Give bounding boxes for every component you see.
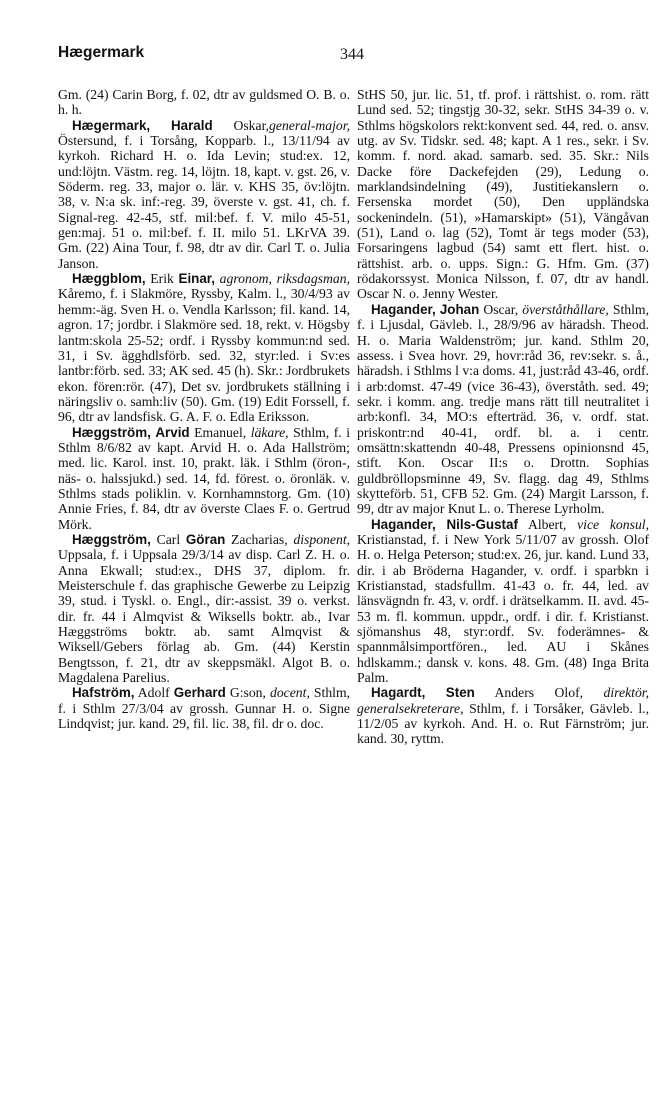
entry-given-rest: Emanuel, [194, 424, 247, 440]
entry-title: disponent, [293, 531, 351, 547]
entry-text: Östersund, f. i Torsång, Kopparb. l., 13/11/94 av kyrkoh. Richard H. o. Ida Levin; stud:ex. 12, und:löjtn. Västm. reg. 14, löjtn. 18, kapt. v. gst. 26, v. Söderm. reg. 33, major o. lär. v. KHS 35, öv:löjtn. 38, v. N:a sk. inf:-reg. 39, överste v. gst. 41, ch. f. Signal-reg. 42-45, stf. mil:bef. f. V. milo 45-51, gen:maj. 51 o. mil:bef. f. II. milo 51. LKrVA 39. Gm. (22) Aina Tour, f. 98, dtr av dir. Carl T. o. Julia Janson. [58, 133, 350, 271]
entry-text: Sthlm, f. i Sthlm 8/6/82 av kapt. Arvid H. o. Ada Hallström; med. lic. Karol. inst. 10, prakt. läk. i Sthlm (öron-, näs- o. halssjukd.) sed. 14, fd. förest. o. öronläk. v. Sthlms stads poliklin. v. Kornhamnstorg. Gm. (10) Annie Fries, f. 84, dtr av överste Claes F. o. Gertrud Mörk. [58, 424, 350, 532]
entry-title: docent, [269, 685, 310, 701]
entry-given-rest: Oscar, [483, 301, 519, 317]
entry-surname: Hæggström, [72, 531, 151, 547]
entry-text: Sthlm, f. i Sthlm 27/3/04 av grossh. Gunnar H. o. Signe Lindqvist; jur. kand. 29, fil. lic. 38, fil. dr o. doc. [58, 685, 351, 732]
entry-given-name: Göran [185, 531, 226, 547]
entry-given-name: Arvid [155, 424, 190, 440]
entry-text: Uppsala, f. i Uppsala 29/3/14 av disp. Carl Z. H. o. Anna Ekwall; stud:ex., DHS 37, diplom. fr. Meisterschule f. das graphische Gewerbe zu Leipzig 39, stud. i Tyskl. o. Engl., dir:-assist. 39 o. verkst. dir. fr. 44 i Almqvist & Wiksells boktr. ab., Ivar Hæggströms boktr. ab. samt Almqvist & Wiksell/Gebers förlag ab. Gm. (44) Kerstin Bengtsson, f. 21, dtr av skeppsmäkl. Algot B. o. Magdalena Parelius. [58, 547, 350, 686]
entry-given-name: Einar, [178, 271, 215, 287]
entry-haeggstrom-arvid [58, 425, 350, 532]
entry-surname: Hægermark, [72, 117, 151, 133]
entry-title: vice konsul, [577, 516, 650, 532]
entry-continuation [357, 87, 649, 302]
entry-text: Sthlm, f. i Torsåker, Gävleb. l., 11/2/05 av kyrkoh. And. H. o. Rut Färnström; jur. kand. 30, ryttm. [357, 700, 649, 747]
entry-text: StHS 50, jur. lic. 51, tf. prof. i rättshist. o. rom. rätt Lund sed. 52; tingstjg 30-32, sekr. StHS 34-39 o. v. Sthlms högskolors rekt:konvent sed. 44, red. o. ansv. utg. av Sv. Tidskr. sed. 48; kapt. A 1 res., sekr. i Sv. komm. f. nord. akad. samarb. sed. 35. Skr.: Nils Dacke före Dackefejden (29), Ledung o. marklandsindelning (49), Justitiekanslern o. Fersenska mordet (50), Den uppländska sockenindeln. (51), »Hamarskipt» (51), Vängåvan (51), Land o. lag (52), Tomt är tegs moder (53), Forsaringens lagbud (54) samt ett flert. hist. o. rättshist. arb. o. upps. Sign.: G. Hfm. Gm. (37) rödakorssyst. Monica Nilsson, f. 07, dtr av handl. Oscar N. o. Jenny Wester. [357, 87, 649, 302]
entry-surname: Hæggblom, [72, 271, 146, 287]
entry-given-name: Sten [445, 685, 475, 701]
entry-haegermark-harald [58, 118, 350, 271]
entry-title: direktör, generalsekreterare, [357, 685, 650, 716]
entry-given-name: Harald [170, 117, 213, 133]
entry-haeggblom-einar [58, 271, 350, 424]
entry-given-name: Gerhard [173, 685, 226, 701]
entry-surname: Hagardt, [371, 685, 426, 701]
entry-text: Kristianstad, f. i New York 5/11/07 av grossh. Olof H. o. Helga Peterson; stud:ex. 26, jur. kand. Lund 33, dir. i ab Bröderna Hagander, v. ordf. i sparbkn i Kristianstad, stadsfullm. 41-43 o. fr. 44, led. av länsvägndn fr. 43, v. ordf. i drätselkamm. II. avd. 45-53 m. fl. kommun. uppdr., ordf. i dir. f. Kristianst. sjömanshus 48, styr:ordf. Sv. foderämnes- & spannmålsimportfören., led. AU i Skånes hdlskamm.; dansk v. kons. 48. Gm. (48) Inga Brita Palm. [357, 531, 649, 686]
entry-text: Kåremo, f. i Slakmöre, Ryssby, Kalm. l., 30/4/93 av hemm:-äg. Sven H. o. Vendla Karlsson; fil. kand. 14, agron. 17; jordbr. i Slakmöre sed. 18, rekt. v. Högsby lantm:skola 25-52; ordf. i Ryssby kommun:nd sed. 31, i Sv. ägghdlsförb. sed. 32, styr:led. i Sv:es lantbr:förb. sed. 33; AK sed. 45 (h). Skr.: Jordbrukets ekon. fören:rör. (47), Det sv. jordbrukets ställning i näringsliv o. samh:liv (50). Gm. (19) Edit Forssell, f. 96, dtr av landsfisk. G. A. F. o. Edla Eriksson. [58, 286, 350, 425]
entry-title: agronom, riksdagsman, [219, 271, 351, 287]
entry-haeggstrom-goran [58, 532, 350, 685]
entry-given-pre: Carl [156, 531, 181, 547]
entry-given-name: Johan [439, 301, 480, 317]
entry-given-rest: Oskar, [233, 117, 270, 133]
running-head [58, 44, 632, 70]
entry-text: Gm. (24) Carin Borg, f. 02, dtr av guldsmed O. B. o. h. h. [58, 87, 350, 118]
entry-surname: Hæggström, [72, 424, 151, 440]
entry-hagander-johan [357, 302, 649, 517]
entry-given-rest: Anders Olof, [494, 685, 584, 701]
entry-given-pre: Erik [150, 271, 174, 287]
entry-continuation [58, 87, 350, 118]
entry-text: Sthlm, f. i Ljusdal, Gävleb. l., 28/9/96 av häradsh. Theod. H. o. Maria Waldenström; jur. kand. Sthlm 20, assess. i Svea hovr. 29, hovr:råd 36, rev:sekr. s. å., häradsh. i Sthlms l v:a doms. 41, just:råd 43-46, ordf. i arb:domst. 47-49 (vice 36-43), överståth. sed. 49; sekr. i komm. ang. tredje mans rätt till neutralitet i arb:konfl. 34, MO:s efterträd. 36, v. ordf. stat. priskontr:nd 40-41, ordf. bl. a. i centr. omsättn:skattendn 40-48, Pressens opinionsnd 45, stift. Kon. Oscar II:s o. Drottn. Sophias guldbröllopsminne 49, Sv. flagg. dag 49, Sthlms skytteförb. 51, CFB 52. Gm. (24) Margit Larsson, f. 99, dtr av major Knut L. o. Therese Lyrholm. [357, 301, 649, 517]
right-column [357, 87, 649, 747]
entry-surname: Hafström, [72, 685, 135, 701]
entry-given-rest: Zacharias, [231, 531, 288, 547]
entry-given-rest: Albert, [527, 516, 567, 532]
entry-given-pre: Adolf [137, 685, 170, 701]
entry-surname: Hagander, [371, 516, 436, 532]
entry-hagander-nils-gustaf [357, 517, 649, 686]
left-column [58, 87, 350, 731]
entry-title: överståthållare, [522, 301, 609, 317]
entry-given-rest: G:son, [229, 685, 266, 701]
entry-given-name: Nils-Gustaf [446, 516, 518, 532]
entry-surname: Hagander, [371, 301, 436, 317]
entry-hagardt-sten [357, 685, 649, 746]
page-number: 344 [340, 46, 364, 63]
entry-title: general-major, [269, 117, 351, 133]
head-word: Hægermark [58, 44, 145, 61]
entry-hafstrom-gerhard [58, 685, 350, 731]
entry-title: läkare, [250, 424, 289, 440]
